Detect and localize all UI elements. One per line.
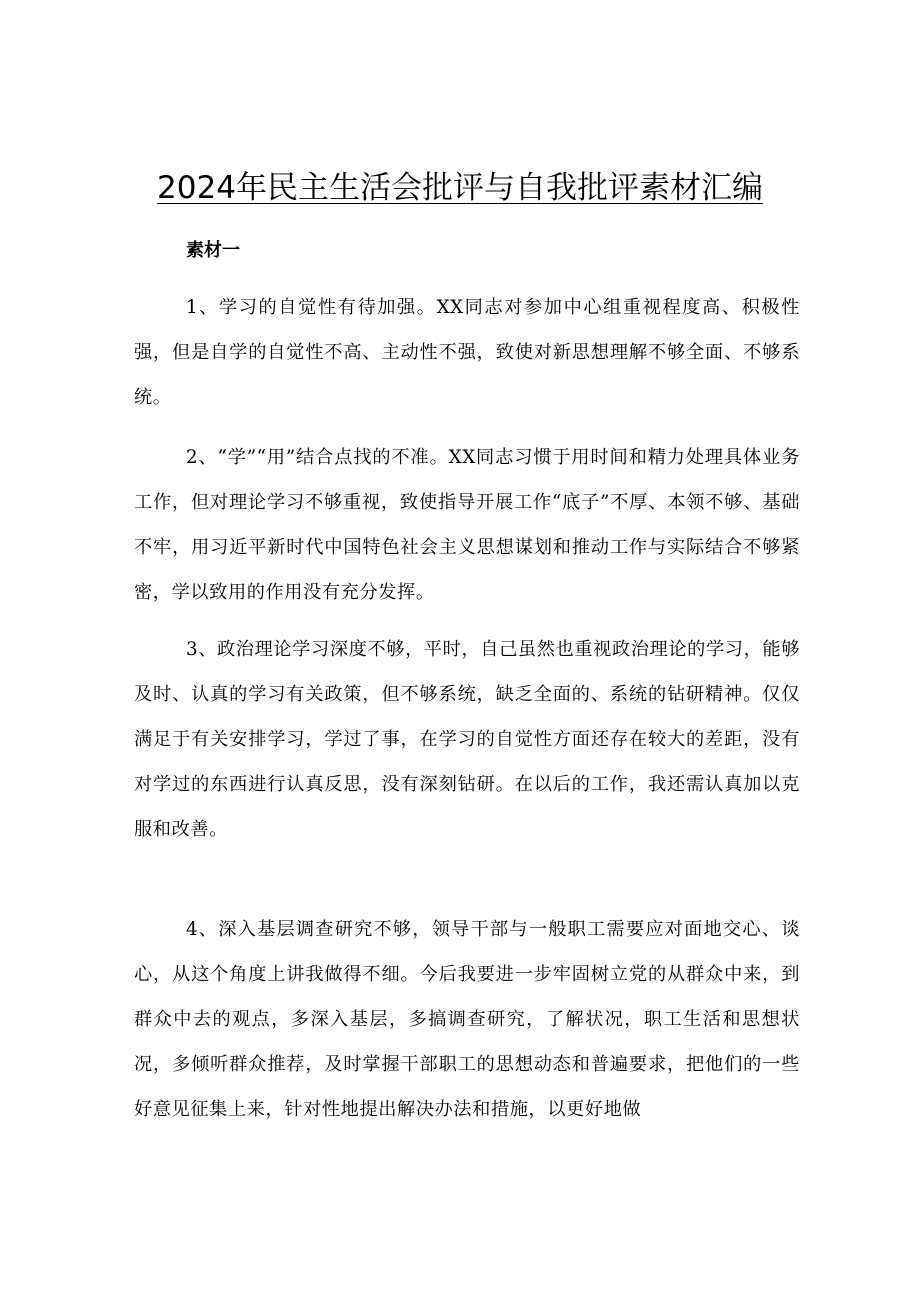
paragraph-2: 2、“学”“用”结合点找的不准。XX同志习惯于用时间和精力处理具体业务工作，但对理论学习不够重视，致使指导开展工作“底子”不厚、本领不够、基础不牢，用习近平新时代中国特色社会主义思想谋划和推动工作与实际结合不够紧密，学以致用的作用没有充分发挥。	[134, 447, 800, 603]
document-title-text: 2024年民主生活会批评与自我批评素材汇编	[157, 170, 763, 206]
paragraph-1: 1、学习的自觉性有待加强。XX同志对参加中心组重视程度高、积极性强，但是自学的自觉性不高、主动性不强，致使对新思想理解不够全面、不够系统。	[134, 297, 800, 408]
paragraph-4: 4、深入基层调查研究不够，领导干部与一般职工需要应对面地交心、谈心，从这个角度上讲我做得不细。今后我要进一步牢固树立党的从群众中来，到群众中去的观点，多深入基层，多搞调查研究，了解状况，职工生活和思想状况，多倾听群众推荐，及时掌握干部职工的思想动态和普遍要求，把他们的一些好意见征集上来，针对性地提出解决办法和措施，以更好地做	[134, 919, 800, 1120]
section-heading: 素材一	[186, 240, 240, 261]
paragraph-3: 3、政治理论学习深度不够，平时，自己虽然也重视政治理论的学习，能够及时、认真的学习有关政策，但不够系统，缺乏全面的、系统的钻研精神。仅仅满足于有关安排学习，学过了事，在学习的自觉性方面还存在较大的差距，没有对学过的东西进行认真反思，没有深刻钻研。在以后的工作，我还需认真加以克服和改善。	[134, 639, 800, 840]
document-title	[0, 168, 920, 208]
